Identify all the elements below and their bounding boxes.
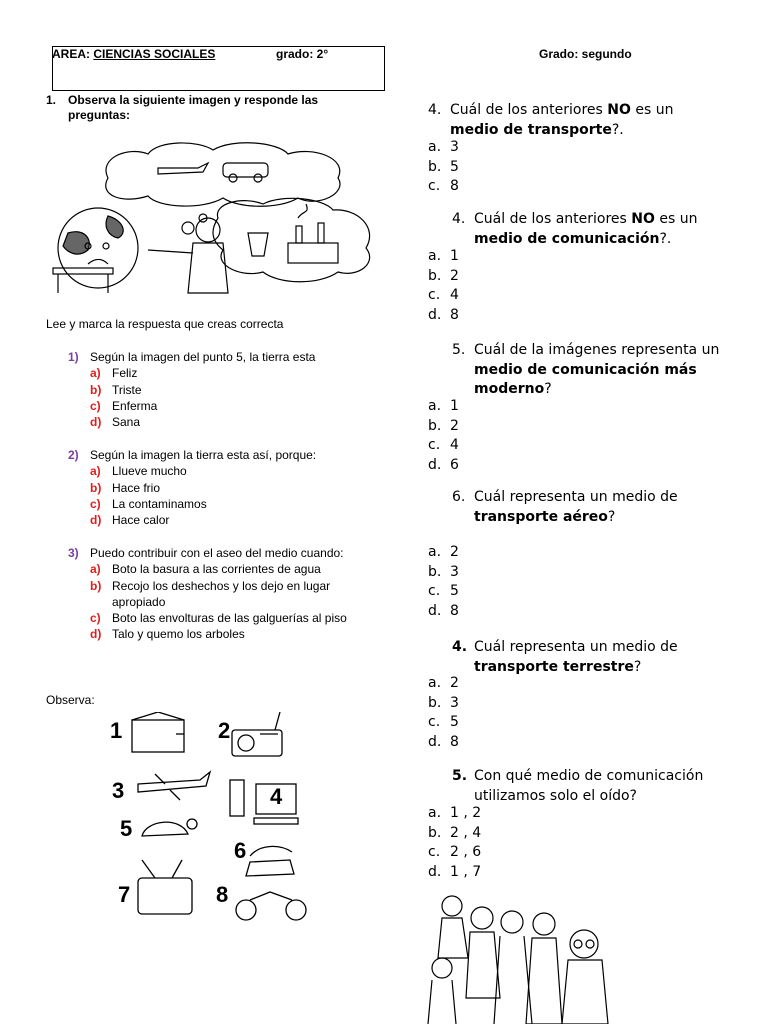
question-text-part: es un <box>654 211 698 227</box>
right-question-4 <box>452 488 742 527</box>
area-value: CIENCIAS SOCIALES <box>93 47 216 61</box>
option-c[interactable] <box>90 610 352 626</box>
option-text: 3 <box>450 563 459 580</box>
option-letter: d. <box>428 306 442 323</box>
option-a[interactable] <box>428 247 459 267</box>
option-b[interactable] <box>428 563 459 583</box>
family-illustration <box>412 888 632 1024</box>
option-a[interactable] <box>90 561 368 577</box>
right-question-5 <box>452 638 742 677</box>
question-number: 4. <box>428 102 442 118</box>
right-question-3 <box>452 341 742 400</box>
option-text: 2 <box>450 675 459 691</box>
mc-question-text: Según la imagen la tierra esta así, porque: <box>90 448 317 462</box>
option-d[interactable] <box>428 733 459 753</box>
question-text-part: Cuál de los anteriores <box>450 102 608 118</box>
option-text: 2 , 6 <box>450 844 482 860</box>
right-options-5 <box>428 674 459 752</box>
option-letter: c) <box>90 611 101 626</box>
option-letter: b. <box>428 417 442 434</box>
mc-question-2 <box>68 447 368 528</box>
option-letter: a. <box>428 544 442 560</box>
option-text: Feliz <box>112 366 138 381</box>
mc-question-1 <box>68 349 368 430</box>
option-text: 5 <box>450 714 459 730</box>
option-text: 8 <box>450 602 459 619</box>
option-c[interactable] <box>428 843 481 863</box>
question-1-heading <box>46 93 376 123</box>
option-b[interactable] <box>428 267 459 287</box>
option-text: Llueve mucho <box>112 464 187 479</box>
option-letter: d) <box>90 627 102 642</box>
telephone-icon <box>246 846 294 876</box>
option-list <box>90 365 368 430</box>
option-a[interactable] <box>428 138 459 158</box>
right-options-4 <box>428 543 459 621</box>
option-text: 1 , 2 <box>450 805 482 821</box>
option-list <box>90 463 368 528</box>
option-text: 6 <box>450 456 459 473</box>
option-text: Triste <box>112 382 142 397</box>
option-letter: c. <box>428 844 441 860</box>
option-text: 8 <box>450 178 459 194</box>
option-text: 2 , 4 <box>450 824 482 841</box>
airplane-icon <box>138 772 210 800</box>
option-b[interactable] <box>90 382 368 398</box>
grado-label: grado: 2° <box>276 47 329 61</box>
option-text: 1 <box>450 398 459 414</box>
right-options-6 <box>428 804 481 882</box>
observa-label: Observa: <box>46 693 95 707</box>
right-question-6 <box>452 767 752 806</box>
option-letter: a) <box>90 562 101 577</box>
option-c[interactable] <box>428 177 459 197</box>
question-number: 4. <box>452 211 466 227</box>
question-text <box>474 767 748 806</box>
question-text-part: Cuál de la imágenes representa un <box>474 342 720 358</box>
mc-question-text: Puedo contribuir con el aseo del medio cuando: <box>90 546 344 560</box>
option-d[interactable] <box>90 626 368 642</box>
question-emphasis: transporte terrestre <box>474 658 634 675</box>
option-letter: c. <box>428 583 441 599</box>
instruction-text: Lee y marca la respuesta que creas correcta <box>46 317 284 331</box>
icon-number-5: 5 <box>120 816 133 841</box>
option-letter: c. <box>428 178 441 194</box>
question-emphasis: transporte aéreo <box>474 508 608 525</box>
right-options-3 <box>428 397 459 475</box>
option-a[interactable] <box>428 543 459 563</box>
option-list <box>90 561 368 642</box>
question-text-part: Cuál representa un medio de <box>474 489 678 505</box>
option-letter: d) <box>90 513 102 528</box>
option-letter: b. <box>428 563 442 580</box>
option-letter: d. <box>428 733 442 750</box>
option-text: 5 <box>450 583 459 599</box>
mc-question-number: 3) <box>68 546 79 560</box>
option-text: Recojo los deshechos y los dejo en lugar apropiado <box>112 578 331 609</box>
icon-number-7: 7 <box>118 882 131 907</box>
option-letter: a. <box>428 248 442 264</box>
radio-icon <box>232 712 282 756</box>
option-text: 4 <box>450 437 459 453</box>
question-text <box>450 101 720 140</box>
option-a[interactable] <box>428 674 459 694</box>
computer-icon <box>230 780 298 824</box>
option-d[interactable] <box>90 414 368 430</box>
question-text-part: ?. <box>611 121 624 138</box>
option-letter: a. <box>428 139 442 155</box>
option-c[interactable] <box>428 286 459 306</box>
option-text: 8 <box>450 733 459 750</box>
option-text: 2 <box>450 417 459 434</box>
option-letter: b) <box>90 382 102 397</box>
option-a[interactable] <box>428 397 459 417</box>
question-text <box>474 638 736 677</box>
option-letter: b) <box>90 480 102 495</box>
question-number: 5. <box>452 342 466 358</box>
question-text <box>474 341 736 400</box>
option-d[interactable] <box>428 602 459 622</box>
area-prefix: AREA: <box>52 47 94 61</box>
option-a[interactable] <box>90 463 368 479</box>
option-a[interactable] <box>90 365 368 381</box>
mc-question-number: 1) <box>68 350 79 364</box>
question-text-part: ?. <box>659 230 672 247</box>
option-letter: b. <box>428 158 442 175</box>
option-a[interactable] <box>428 804 481 824</box>
option-c[interactable] <box>428 582 459 602</box>
mc-question-3 <box>68 545 368 643</box>
icon-number-1: 1 <box>110 718 123 743</box>
option-letter: c. <box>428 437 441 453</box>
question-1-number: 1. <box>46 93 57 107</box>
option-text: 4 <box>450 287 459 303</box>
question-text-part: ? <box>633 658 642 675</box>
option-b[interactable] <box>90 578 346 611</box>
area-label <box>52 47 215 61</box>
question-text-part: es un <box>630 102 674 118</box>
icon-number-4: 4 <box>270 784 283 809</box>
sick-earth-illustration <box>48 138 386 300</box>
option-letter: b. <box>428 824 442 841</box>
option-text: 2 <box>450 544 459 560</box>
option-d[interactable] <box>428 306 459 326</box>
option-text: 1 , 7 <box>450 863 482 880</box>
question-text <box>474 488 736 527</box>
television-icon <box>138 860 192 914</box>
mc-question-number: 2) <box>68 448 79 462</box>
question-1-text: Observa la siguiente imagen y responde las preguntas: <box>68 93 319 122</box>
option-c[interactable] <box>90 398 368 414</box>
envelope-icon <box>132 712 184 752</box>
option-text: 5 <box>450 158 459 175</box>
option-letter: b. <box>428 694 442 711</box>
option-letter: d. <box>428 456 442 473</box>
option-text: Sana <box>112 415 141 430</box>
option-d[interactable] <box>90 512 368 528</box>
option-letter: c. <box>428 714 441 730</box>
option-b[interactable] <box>428 417 459 437</box>
right-options-2 <box>428 247 459 325</box>
option-letter: d. <box>428 602 442 619</box>
option-text: Enferma <box>112 398 158 413</box>
option-letter: d) <box>90 415 102 430</box>
option-letter: c) <box>90 496 101 511</box>
question-text <box>474 210 736 249</box>
grado-title: Grado: segundo <box>539 47 632 61</box>
option-letter: c) <box>90 398 101 413</box>
option-d[interactable] <box>428 863 481 883</box>
question-number: 5. <box>452 768 468 784</box>
option-letter: c. <box>428 287 441 303</box>
question-text-part: Con qué medio de comunicación utilizamos solo el oído? <box>474 768 704 804</box>
option-c[interactable] <box>90 496 368 512</box>
option-text: 2 <box>450 267 459 284</box>
question-emphasis: medio de comunicación <box>474 230 660 247</box>
option-letter: d. <box>428 863 442 880</box>
icon-number-6: 6 <box>234 838 247 863</box>
question-emphasis: medio de transporte <box>450 121 612 138</box>
option-letter: a. <box>428 398 442 414</box>
option-text: 3 <box>450 694 459 711</box>
option-b[interactable] <box>90 480 368 496</box>
option-text: Talo y quemo los arboles <box>112 627 245 642</box>
question-emphasis: medio de comunicación más moderno <box>474 361 697 397</box>
question-text-part: Cuál de los anteriores <box>474 211 632 227</box>
right-options-1 <box>428 138 459 197</box>
option-b[interactable] <box>428 158 459 178</box>
turtle-icon <box>142 819 197 836</box>
question-emphasis: NO <box>631 211 655 227</box>
question-text-part: ? <box>607 508 616 525</box>
right-question-1 <box>428 101 728 140</box>
icon-number-2: 2 <box>218 718 231 743</box>
option-text: Boto las envolturas de las galguerías al piso <box>112 611 347 626</box>
option-letter: a. <box>428 805 442 821</box>
media-icons-grid <box>110 712 340 927</box>
option-text: Boto la basura a las corrientes de agua <box>112 562 321 577</box>
icon-number-8: 8 <box>216 882 229 907</box>
mc-question-text: Según la imagen del punto 5, la tierra esta <box>90 350 316 364</box>
option-d[interactable] <box>428 456 459 476</box>
question-text-part: Cuál representa un medio de <box>474 639 678 655</box>
option-b[interactable] <box>428 824 481 844</box>
option-letter: a) <box>90 366 101 381</box>
option-text: 3 <box>450 139 459 155</box>
option-letter: b) <box>90 578 102 593</box>
option-b[interactable] <box>428 694 459 714</box>
option-text: La contaminamos <box>112 496 207 511</box>
option-letter: a. <box>428 675 442 691</box>
option-text: 8 <box>450 306 459 323</box>
option-text: Hace frio <box>112 480 161 495</box>
question-text-part: ? <box>544 381 552 397</box>
motorcycle-icon <box>236 892 306 920</box>
option-letter: a) <box>90 464 101 479</box>
option-c[interactable] <box>428 713 459 733</box>
question-emphasis: NO <box>607 102 631 118</box>
option-text: Hace calor <box>112 513 170 528</box>
option-c[interactable] <box>428 436 459 456</box>
right-question-2 <box>452 210 742 249</box>
option-letter: b. <box>428 267 442 284</box>
question-number: 4. <box>452 639 468 655</box>
question-number: 6. <box>452 489 466 505</box>
option-text: 1 <box>450 248 459 264</box>
icon-number-3: 3 <box>112 778 125 803</box>
